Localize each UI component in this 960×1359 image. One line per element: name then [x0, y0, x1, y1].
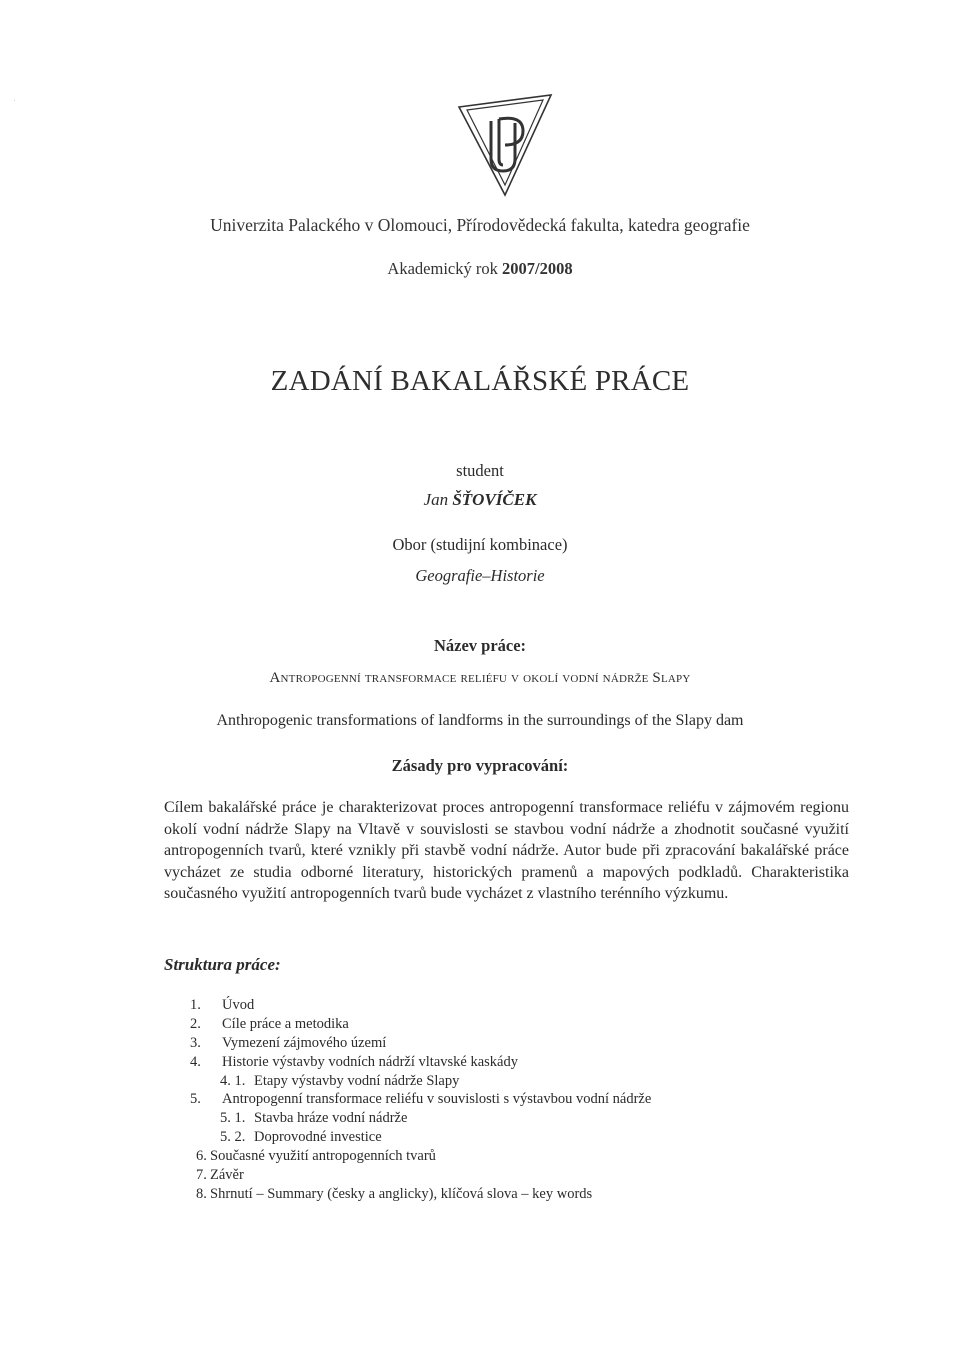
list-item: 6. Současné využití antropogenních tvarů: [196, 1148, 436, 1165]
list-item: 3. Vymezení zájmového území: [190, 1034, 387, 1051]
list-item: 5. 1. Stavba hráze vodní nádrže: [220, 1110, 408, 1127]
student-name: [0, 490, 960, 510]
list-item: 1. Úvod: [190, 997, 255, 1013]
university-name: Univerzita Palackého v Olomouci, Přírodovědecká fakulta, katedra geografie: [210, 215, 750, 235]
student-first-name: Jan: [423, 490, 449, 509]
principles-text: Cílem bakalářské práce je charakterizovat proces antropogenní transformace reliéfu v zájmovém regionu okolí vodní nádrže Slapy na Vltavě v souvislosti se stavbou vodní nádrže a zhodnotit současné využití antropogenních tvarů, které vznikly při stavbě vodní nádrže. Autor bude při zpracování bakalářské práce vycházet ze studia odborné literatury, historických pramenů a mapových podkladů. Charakteristika současného využití antropogenních tvarů bude vycházet z vlastního terénního výzkumu.: [164, 799, 849, 903]
academic-year-value: 2007/2008: [501, 259, 573, 278]
field-value: Geografie–Historie: [415, 566, 545, 585]
list-item: 4. 1. Etapy výstavby vodní nádrže Slapy: [220, 1072, 460, 1089]
scan-speck: [14, 100, 15, 101]
thesis-title-en: Anthropogenic transformations of landforms in the surroundings of the Slapy dam: [216, 712, 744, 729]
list-item: 5. Antropogenní transformace reliéfu v souvislosti s výstavbou vodní nádrže: [190, 1091, 652, 1108]
structure-label: Struktura práce:: [164, 955, 281, 974]
list-item: 2. Cíle práce a metodika: [190, 1015, 349, 1032]
principles-label: Zásady pro vypracování:: [391, 756, 569, 775]
list-item: 8. Shrnutí – Summary (česky a anglicky), klíčová slova – key words: [196, 1185, 593, 1202]
structure-list: [0, 996, 960, 1204]
student-label: student: [456, 461, 504, 480]
list-item: 5. 2. Doprovodné investice: [220, 1129, 382, 1146]
student-surname: ŠŤOVÍČEK: [452, 490, 537, 509]
academic-year-label: Akademický rok: [387, 259, 498, 278]
thesis-title-cz: Antropogenní transformace reliéfu v okolí vodní nádrže Slapy: [269, 670, 691, 686]
list-item: 4. Historie výstavby vodních nádrží vltavské kaskády: [190, 1053, 518, 1070]
thesis-title-label: Název práce:: [433, 636, 527, 655]
document-title: ZADÁNÍ BAKALÁŘSKÉ PRÁCE: [270, 365, 690, 397]
academic-year: [0, 259, 960, 279]
university-logo-icon: [455, 93, 555, 197]
list-item: 7. Závěr: [196, 1167, 244, 1184]
field-label: Obor (studijní kombinace): [392, 535, 568, 554]
